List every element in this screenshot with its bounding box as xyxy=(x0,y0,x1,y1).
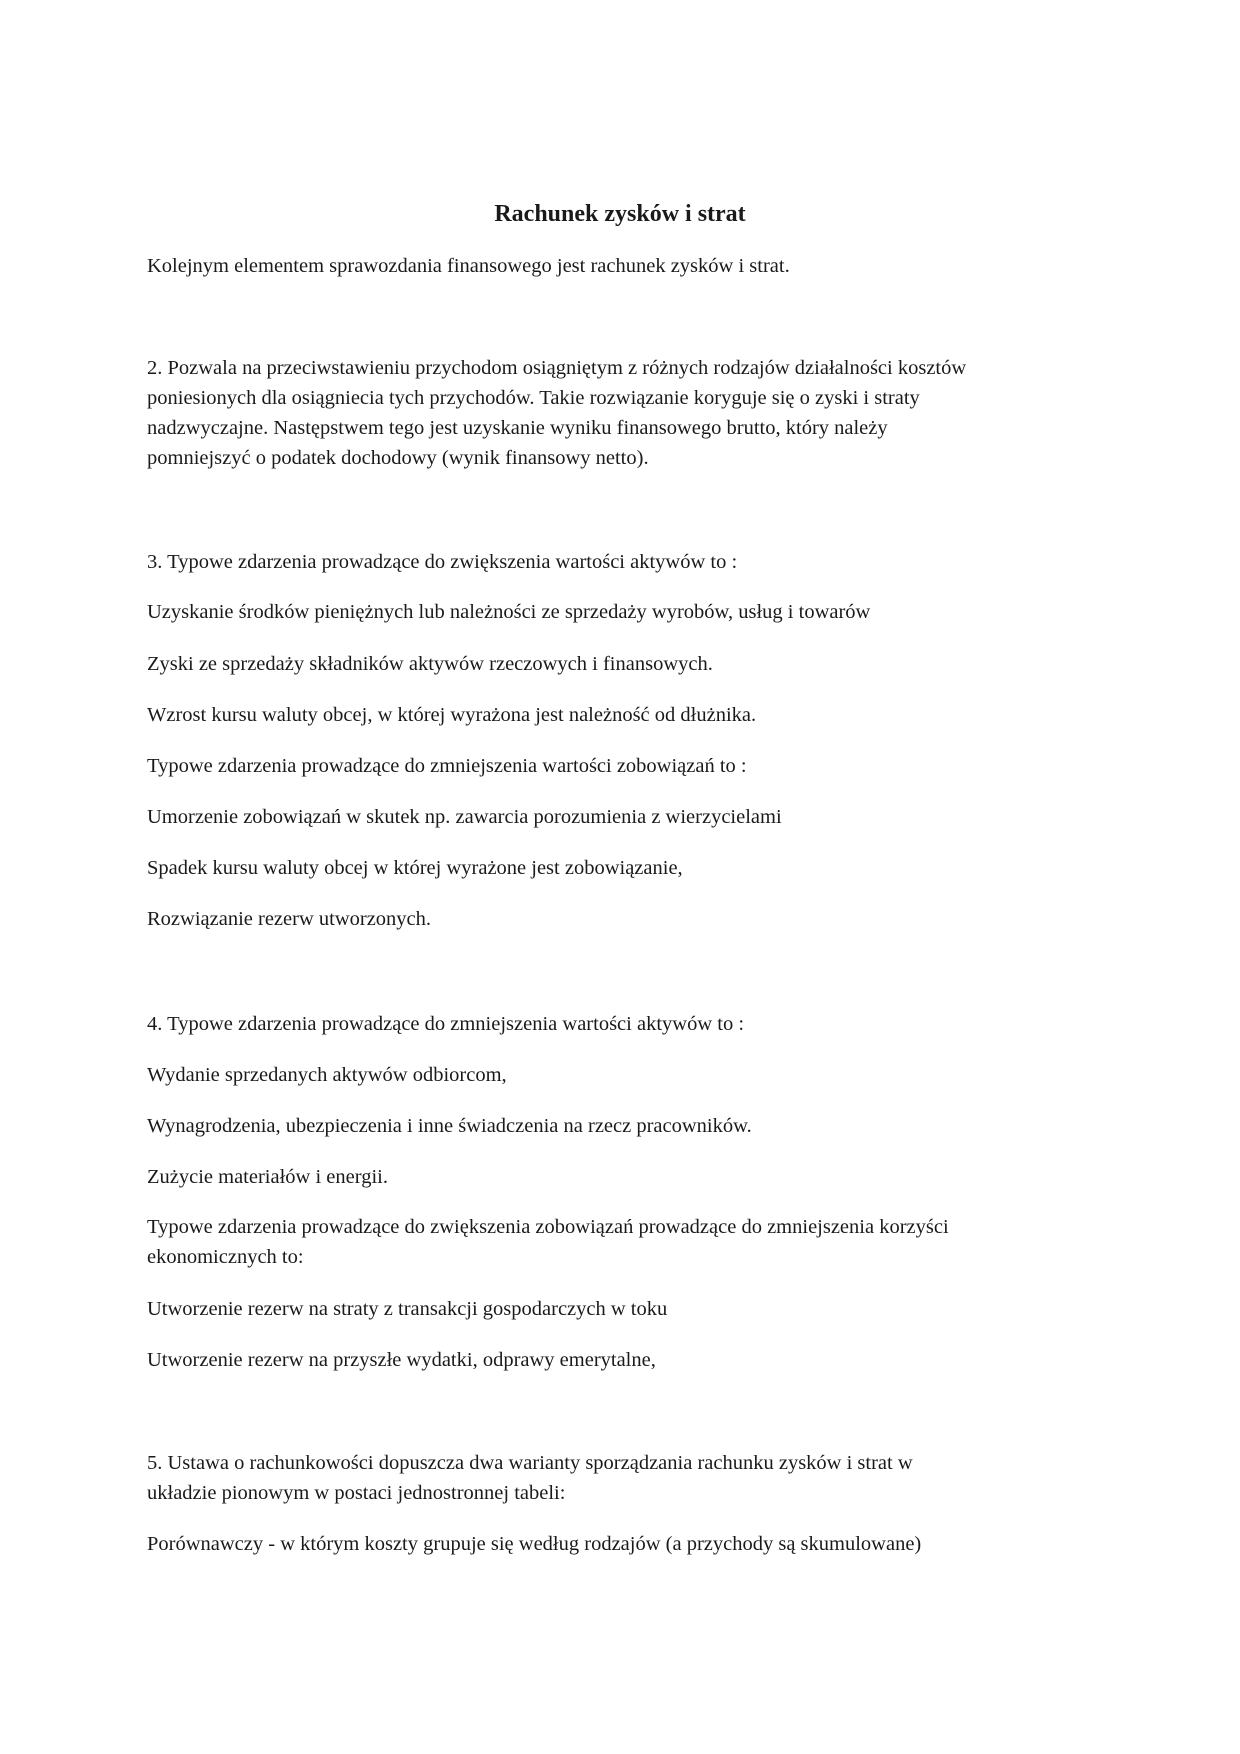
section2-line-1: 2. Pozwala na przeciwstawieniu przychodom osiągniętym z różnych rodzajów działalności kosztów xyxy=(147,357,967,379)
section5-line-2: układzie pionowym w postaci jednostronnej tabeli: xyxy=(147,1482,566,1504)
intro-paragraph: Kolejnym elementem sprawozdania finansowego jest rachunek zysków i strat. xyxy=(147,255,790,277)
section5-line-1: 5. Ustawa o rachunkowości dopuszcza dwa warianty sporządzania rachunku zysków i strat w xyxy=(147,1452,913,1474)
section3-subitem-3: Rozwiązanie rezerw utworzonych. xyxy=(147,908,432,930)
document-title: Rachunek zysków i strat xyxy=(494,201,746,227)
section3-heading: 3. Typowe zdarzenia prowadzące do zwiększenia wartości aktywów to : xyxy=(147,551,738,573)
section4-item-3: Zużycie materiałów i energii. xyxy=(147,1166,388,1188)
section4-item-2: Wynagrodzenia, ubezpieczenia i inne świadczenia na rzecz pracowników. xyxy=(147,1115,752,1137)
section3-subitem-2: Spadek kursu waluty obcej w której wyrażone jest zobowiązanie, xyxy=(147,857,683,879)
section4-subitem-1: Utworzenie rezerw na straty z transakcji gospodarczych w toku xyxy=(147,1298,668,1320)
section2-line-4: pomniejszyć o podatek dochodowy (wynik finansowy netto). xyxy=(147,447,649,469)
section4-subitem-2: Utworzenie rezerw na przyszłe wydatki, odprawy emerytalne, xyxy=(147,1349,656,1371)
section3-item-2: Zyski ze sprzedaży składników aktywów rzeczowych i finansowych. xyxy=(147,653,713,675)
section2-line-3: nadzwyczajne. Następstwem tego jest uzyskanie wyniku finansowego brutto, który należy xyxy=(147,417,888,439)
section4-subheading-line-2: ekonomicznych to: xyxy=(147,1246,304,1268)
section4-subheading-line-1: Typowe zdarzenia prowadzące do zwiększenia zobowiązań prowadzące do zmniejszenia korzyści xyxy=(147,1216,949,1238)
section3-subitem-1: Umorzenie zobowiązań w skutek np. zawarcia porozumienia z wierzycielami xyxy=(147,806,782,828)
section4-heading: 4. Typowe zdarzenia prowadzące do zmniejszenia wartości aktywów to : xyxy=(147,1013,745,1035)
section3-subheading: Typowe zdarzenia prowadzące do zmniejszenia wartości zobowiązań to : xyxy=(147,755,747,777)
section2-line-2: poniesionych dla osiągniecia tych przychodów. Takie rozwiązanie koryguje się o zyski i straty xyxy=(147,387,920,409)
section5-item: Porównawczy - w którym koszty grupuje się według rodzajów (a przychody są skumulowane) xyxy=(147,1533,922,1555)
section3-item-1: Uzyskanie środków pieniężnych lub należności ze sprzedaży wyrobów, usług i towarów xyxy=(147,601,871,623)
section4-item-1: Wydanie sprzedanych aktywów odbiorcom, xyxy=(147,1064,507,1086)
section3-item-3: Wzrost kursu waluty obcej, w której wyrażona jest należność od dłużnika. xyxy=(147,704,757,726)
